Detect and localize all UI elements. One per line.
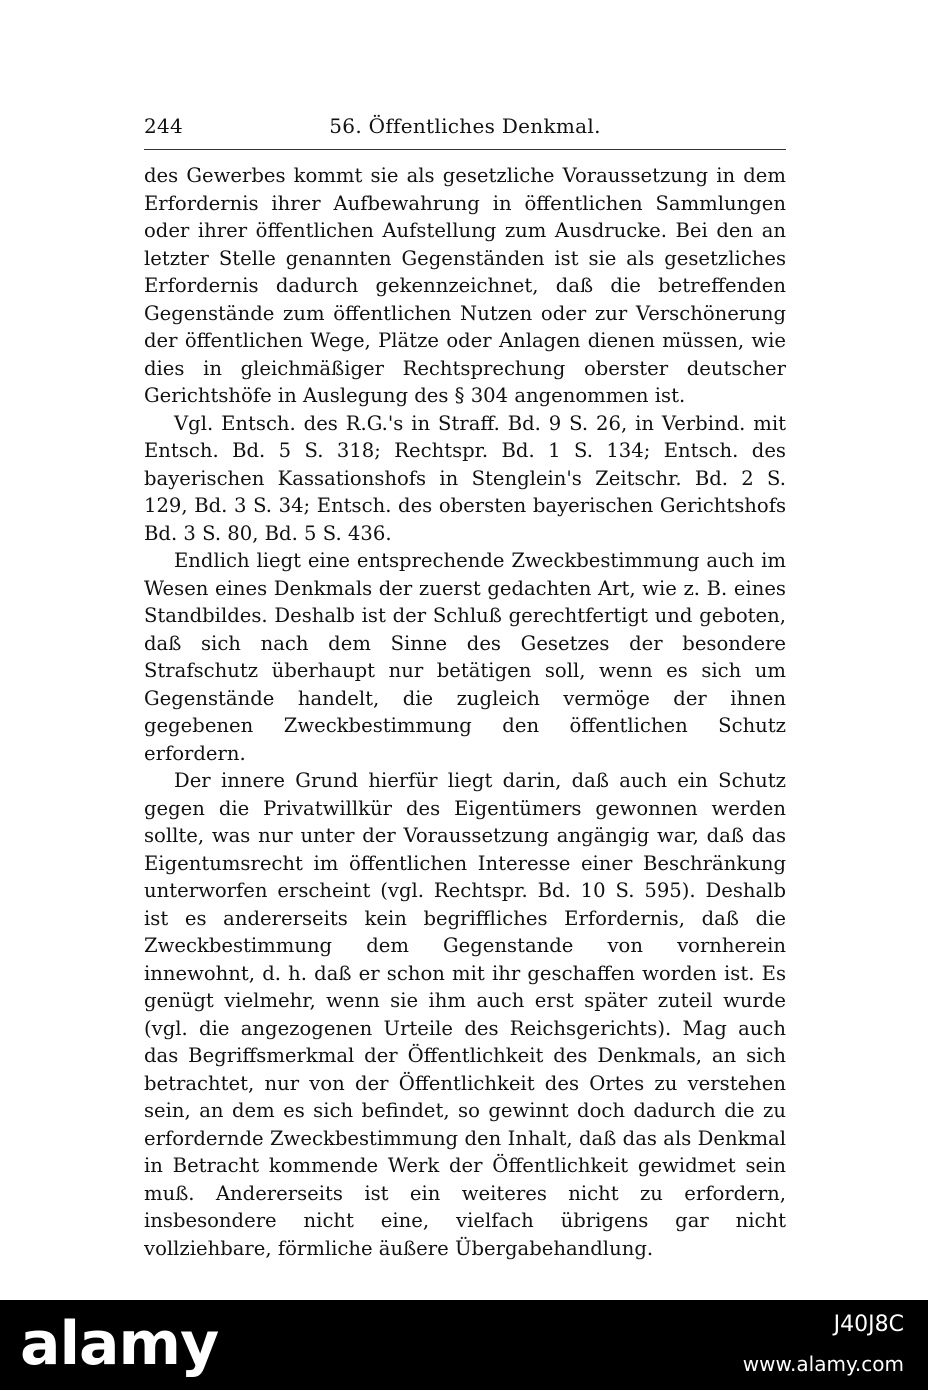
page-number: 244: [144, 114, 184, 138]
site-url: www.alamy.com: [742, 1352, 904, 1376]
page-header: [144, 108, 786, 144]
watermark-footer: [0, 1300, 928, 1390]
body-text: [144, 162, 786, 1262]
paragraph-continuation: des Gewerbes kommt sie als gesetzliche Voraussetzung in dem Erfordernis ihrer Aufbewahrung in öffentlichen Sammlungen oder ihrer öffentlichen Aufstellung zum Ausdrucke. Bei den an letzter Stelle genannten Gegenständen ist sie als gesetzliches Erfordernis dadurch gekennzeichnet, daß die betreffenden Gegenstände zum öffentlichen Nutzen oder zur Verschönerung der öffentlichen Wege, Plätze oder Anlagen dienen müssen, wie dies in gleichmäßiger Rechtsprechung oberster deutscher Gerichtshöfe in Auslegung des § 304 angenommen ist.: [144, 164, 786, 407]
running-title: 56. Öffentliches Denkmal.: [329, 114, 601, 138]
citation-paragraph: Vgl. Entsch. des R.G.'s in Straff. Bd. 9 S. 26, in Verbind. mit Entsch. Bd. 5 S. 318; Rechtspr. Bd. 1 S. 134; Entsch. des bayerischen Kassationshofs in Stenglein's Zeitschr. Bd. 2 S. 129, Bd. 3 S. 34; Entsch. des obersten bayerischen Gerichtshofs Bd. 3 S. 80, Bd. 5 S. 436.: [144, 411, 786, 545]
alamy-logo: alamy: [20, 1309, 219, 1379]
image-code: J40J8C: [833, 1312, 904, 1337]
paragraph: Endlich liegt eine entsprechende Zweckbestimmung auch im Wesen eines Denkmals der zuerst gedachten Art, wie z. B. eines Standbildes. Deshalb ist der Schluß gerechtfertigt und geboten, daß sich nach dem Sinne des Gesetzes der besondere Strafschutz überhaupt nur betätigen soll, wenn es sich um Gegenstände handelt, die zugleich vermöge der ihnen gegebenen Zweckbestimmung den öffentlichen Schutz erfordern.: [144, 549, 786, 765]
paragraph: Der innere Grund hierfür liegt darin, daß auch ein Schutz gegen die Privatwillkür des Eigentümers gewonnen werden sollte, was nur unter der Voraussetzung angängig war, daß das Eigentumsrecht im öffentlichen Interesse einer Beschränkung unterworfen erscheint (vgl. Rechtspr. Bd. 10 S. 595). Deshalb ist es andererseits kein begriffliches Erfordernis, daß die Zweckbestimmung dem Gegenstande von vornherein innewohnt, d. h. daß er schon mit ihr geschaffen worden ist. Es genügt vielmehr, wenn sie ihm auch erst später zuteil wurde (vgl. die angezogenen Urteile des Reichsgerichts). Mag auch das Begriffsmerkmal der Öffentlichkeit des Denkmals, an sich betrachtet, nur von der Öffentlichkeit des Ortes zu verstehen sein, an dem es sich befindet, so gewinnt doch dadurch die zu erfordernde Zweckbestimmung den Inhalt, daß das als Denkmal in Betracht kommende Werk der Öffentlichkeit gewidmet sein muß. Andererseits ist ein weiteres nicht zu erfordern, insbesondere nicht eine, vielfach übrigens gar nicht vollziehbare, förmliche äußere Übergabehandlung.: [144, 769, 786, 1260]
header-rule: [144, 149, 786, 150]
